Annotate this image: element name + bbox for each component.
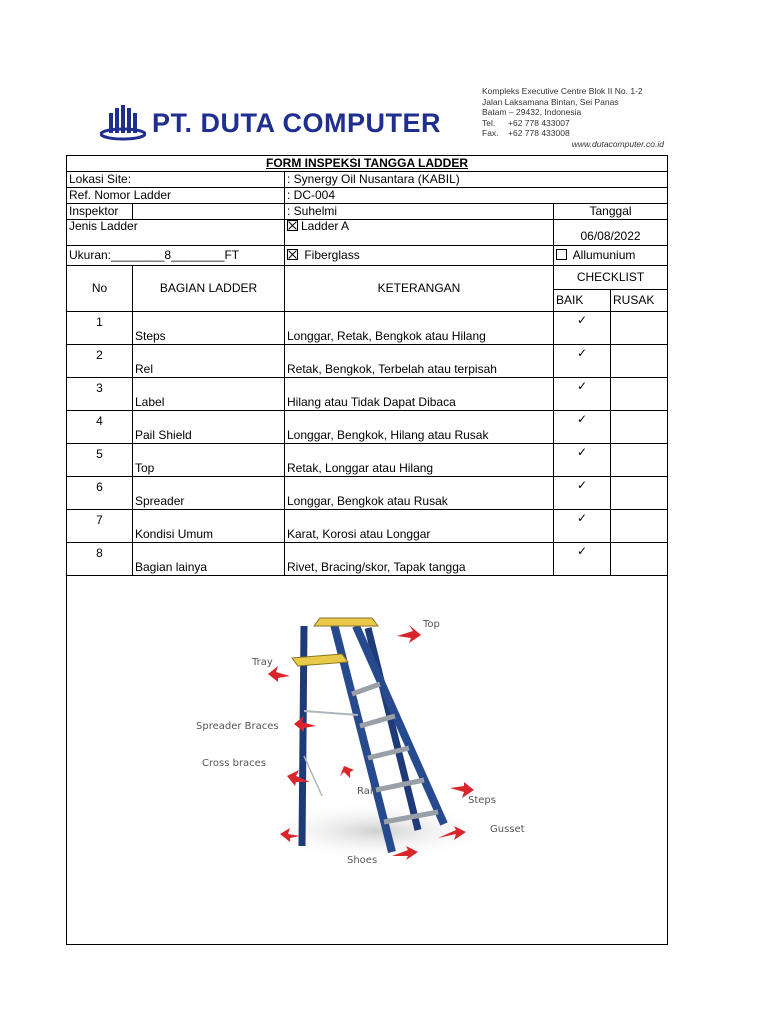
ladder-top bbox=[314, 618, 378, 626]
arrow-icon bbox=[340, 766, 354, 778]
table-row bbox=[67, 444, 668, 477]
baik-checkmark-icon[interactable]: ✓ bbox=[554, 444, 611, 477]
fax-row: Fax. +62 778 433008 bbox=[482, 128, 570, 138]
arrow-icon bbox=[287, 770, 310, 786]
material-aluminium[interactable] bbox=[554, 246, 668, 266]
ref-value[interactable]: : DC-004 bbox=[285, 188, 668, 204]
row-keterangan: Retak, Bengkok, Terbelah atau terpisah bbox=[285, 345, 554, 378]
row-keterangan: Hilang atau Tidak Dapat Dibaca bbox=[285, 378, 554, 411]
table-row bbox=[67, 477, 668, 510]
col-header-checklist: CHECKLIST bbox=[554, 266, 668, 290]
row-keterangan: Longgar, Bengkok, Hilang atau Rusak bbox=[285, 411, 554, 444]
row-bagian: Spreader bbox=[133, 477, 285, 510]
row-no: 3 bbox=[67, 378, 133, 411]
inspection-form bbox=[66, 155, 668, 945]
baik-checkmark-icon[interactable]: ✓ bbox=[554, 411, 611, 444]
address-line: Batam – 29432, Indonesia bbox=[482, 107, 582, 117]
fax-number: +62 778 433008 bbox=[508, 128, 570, 138]
table-row bbox=[67, 345, 668, 378]
ref-label: Ref. Nomor Ladder bbox=[67, 188, 285, 204]
label-steps: Steps bbox=[468, 795, 496, 806]
baik-checkmark-icon[interactable]: ✓ bbox=[554, 510, 611, 543]
spreader-brace bbox=[304, 711, 358, 715]
form-title: FORM INSPEKSI TANGGA LADDER bbox=[67, 156, 668, 172]
col-header-rusak: RUSAK bbox=[611, 290, 668, 312]
inspektor-label: Inspektor bbox=[67, 204, 133, 220]
inspektor-blank[interactable] bbox=[133, 204, 285, 220]
rusak-cell[interactable] bbox=[611, 510, 668, 543]
label-rail: Rail bbox=[357, 786, 376, 797]
row-no: 6 bbox=[67, 477, 133, 510]
row-keterangan: Rivet, Bracing/skor, Tapak tangga bbox=[285, 543, 554, 576]
lokasi-label: Lokasi Site: bbox=[67, 172, 285, 188]
rusak-cell[interactable] bbox=[611, 345, 668, 378]
material-fiberglass[interactable] bbox=[285, 246, 554, 266]
label-top: Top bbox=[423, 619, 440, 630]
label-cross-braces: Cross braces bbox=[202, 758, 267, 769]
row-no: 2 bbox=[67, 345, 133, 378]
lokasi-value[interactable]: : Synergy Oil Nusantara (KABIL) bbox=[285, 172, 668, 188]
label-shoes: Shoes bbox=[347, 855, 378, 866]
rusak-cell[interactable] bbox=[611, 477, 668, 510]
row-keterangan: Karat, Korosi atau Longgar bbox=[285, 510, 554, 543]
fiberglass-label: Fiberglass bbox=[304, 248, 360, 262]
row-bagian: Rel bbox=[133, 345, 285, 378]
row-bagian: Steps bbox=[133, 312, 285, 345]
ladder-diagram-cell bbox=[67, 576, 668, 945]
table-row bbox=[67, 378, 668, 411]
row-no: 1 bbox=[67, 312, 133, 345]
row-keterangan: Longgar, Bengkok atau Rusak bbox=[285, 477, 554, 510]
baik-checkmark-icon[interactable]: ✓ bbox=[554, 378, 611, 411]
building-logo-icon bbox=[100, 103, 146, 141]
baik-checkmark-icon[interactable]: ✓ bbox=[554, 312, 611, 345]
row-no: 8 bbox=[67, 543, 133, 576]
table-row bbox=[67, 312, 668, 345]
row-bagian: Kondisi Umum bbox=[133, 510, 285, 543]
rusak-cell[interactable] bbox=[611, 312, 668, 345]
address-line: Kompleks Executive Centre Blok II No. 1-2 bbox=[482, 86, 643, 96]
arrow-icon bbox=[397, 625, 421, 643]
company-logo bbox=[100, 100, 146, 144]
checked-box-icon[interactable] bbox=[287, 220, 298, 231]
ukuran-field[interactable]: Ukuran:________8________FT bbox=[67, 246, 285, 266]
col-header-no: No bbox=[67, 266, 133, 312]
jenis-value[interactable] bbox=[285, 220, 554, 246]
jenis-label: Jenis Ladder bbox=[67, 220, 285, 246]
rusak-cell[interactable] bbox=[611, 378, 668, 411]
baik-checkmark-icon[interactable]: ✓ bbox=[554, 477, 611, 510]
row-no: 7 bbox=[67, 510, 133, 543]
label-spreader-braces: Spreader Braces bbox=[196, 721, 279, 732]
ladder-diagram bbox=[192, 616, 552, 876]
label-tray: Tray bbox=[252, 657, 273, 668]
row-bagian: Label bbox=[133, 378, 285, 411]
table-row bbox=[67, 411, 668, 444]
tel-row: Tel. +62 778 433007 bbox=[482, 117, 570, 128]
col-header-keterangan: KETERANGAN bbox=[285, 266, 554, 312]
row-bagian: Bagian lainya bbox=[133, 543, 285, 576]
unchecked-box-icon[interactable] bbox=[556, 249, 567, 260]
checked-box-icon[interactable] bbox=[287, 249, 298, 260]
tanggal-label: Tanggal bbox=[554, 204, 668, 220]
address-line: Jalan Laksamana Bintan, Sei Panas bbox=[482, 96, 619, 107]
rusak-cell[interactable] bbox=[611, 411, 668, 444]
baik-checkmark-icon[interactable]: ✓ bbox=[554, 345, 611, 378]
col-header-bagian: BAGIAN LADDER bbox=[133, 266, 285, 312]
col-header-baik: BAIK bbox=[554, 290, 611, 312]
row-no: 5 bbox=[67, 444, 133, 477]
row-keterangan: Retak, Longgar atau Hilang bbox=[285, 444, 554, 477]
row-bagian: Top bbox=[133, 444, 285, 477]
row-no: 4 bbox=[67, 411, 133, 444]
rusak-cell[interactable] bbox=[611, 444, 668, 477]
company-address bbox=[482, 86, 682, 149]
table-row bbox=[67, 510, 668, 543]
tanggal-value[interactable]: 06/08/2022 bbox=[554, 220, 668, 246]
inspektor-value[interactable]: : Suhelmi bbox=[285, 204, 554, 220]
cross-brace bbox=[304, 756, 322, 796]
arrow-icon bbox=[268, 666, 290, 682]
rusak-cell[interactable] bbox=[611, 543, 668, 576]
row-keterangan: Longgar, Retak, Bengkok atau Hilang bbox=[285, 312, 554, 345]
jenis-value-text: Ladder A bbox=[301, 219, 350, 233]
row-bagian: Pail Shield bbox=[133, 411, 285, 444]
baik-checkmark-icon[interactable]: ✓ bbox=[554, 543, 611, 576]
table-row bbox=[67, 543, 668, 576]
company-name: PT. DUTA COMPUTER bbox=[152, 108, 441, 138]
label-gusset: Gusset bbox=[490, 824, 525, 835]
website: www.dutacomputer.co.id bbox=[571, 138, 664, 149]
tel-number: +62 778 433007 bbox=[508, 117, 570, 128]
aluminium-label: Allumunium bbox=[572, 248, 636, 262]
